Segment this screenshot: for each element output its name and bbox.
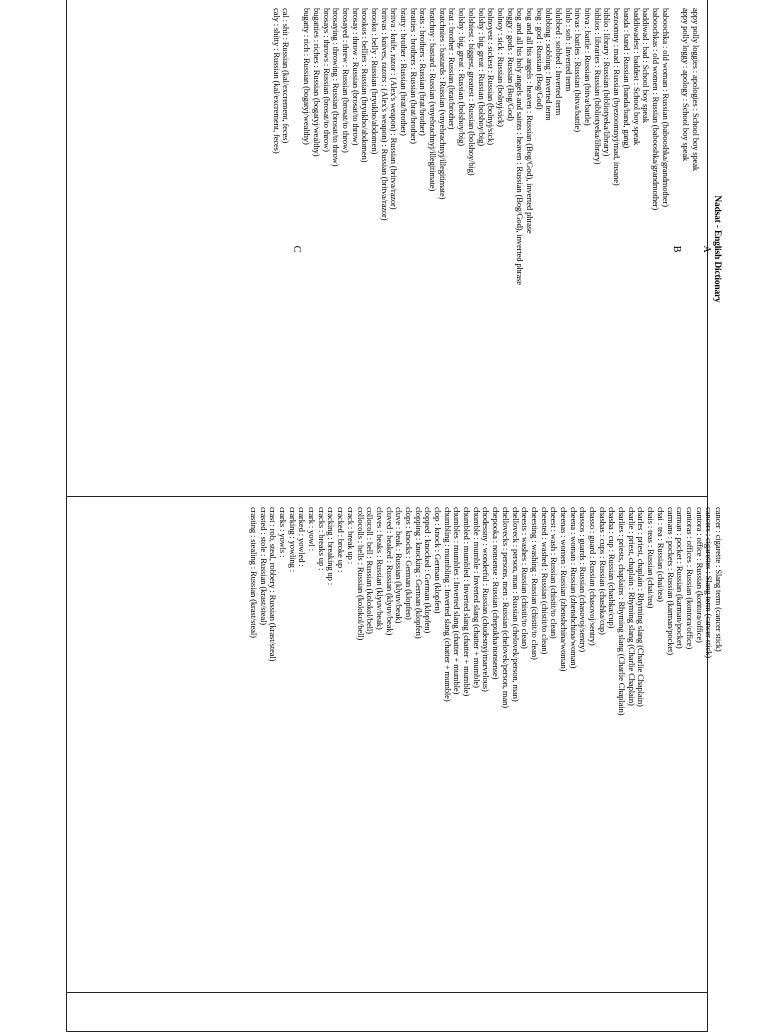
- dictionary-entry: bezoomny : mad : Russian (byezoomnyj/mad, insane): [612, 8, 623, 186]
- page-1-rotated-text: [271, 8, 721, 490]
- page-2-rotated-text: [248, 507, 723, 989]
- dictionary-entry: crasting : stealing : Russian (krast/steal): [249, 507, 259, 638]
- dictionary-entry: crast : rob, steal, robbery : Russian (krast/steal): [268, 507, 279, 662]
- dictionary-entry: cracks : breaks up :: [316, 507, 327, 571]
- dictionary-entry: charlie : priest, chaplain : Rhyming slang (Charlie Chaplain): [626, 507, 637, 706]
- dictionary-entry: cal : shit : Russian (kal/excrement, feces): [281, 8, 292, 144]
- dictionary-entry: blub : sob : Inverted term: [563, 8, 574, 92]
- dictionary-entry: boggy : gods : Russian (Bog/God): [505, 8, 516, 121]
- dictionary-entry: collocolls : bells : Russian (kolokol/bell): [355, 507, 366, 641]
- dictionary-entry: chasso : guard : Russian (chasovoj/sentry): [588, 507, 599, 646]
- dictionary-entry: crarks : yowls :: [278, 507, 289, 558]
- dictionary-entry: charles : priest, chaplain : Rhyming slang (Charlie Chaplain): [636, 507, 647, 707]
- dictionary-entry: brosaying : throwing : Russian (brosat/to throw): [331, 8, 342, 167]
- letter-heading-c: C: [291, 245, 303, 253]
- dictionary-entry: collocoll : bell : Russian (kolokol/bell): [365, 507, 376, 634]
- dictionary-entry: bolshy : big, great : Russian (bolshoy/big): [476, 8, 487, 146]
- dictionary-entry: crarked : yowled :: [297, 507, 308, 567]
- dictionary-entry: bog and all his angels : heaven : Russian (Bog/God), inverted phrase: [525, 8, 535, 234]
- dictionary-entry: brosay : throw : Russian (brosat/to throw): [350, 8, 361, 146]
- dictionary-entry: bitvas : battles : Russian (bitva/battle): [573, 8, 584, 132]
- dictionary-entry: chepooka : nonsense : Russian (chepukha/nonsense): [491, 507, 502, 680]
- dictionary-entry: cantoras : offices : Russian (kontora/office): [684, 507, 695, 650]
- section-b: [302, 8, 670, 490]
- letter-heading-b: B: [670, 245, 682, 253]
- dictionary-entry: chumbles : mumbles : Inverted slang (chatter + mumble): [452, 507, 463, 695]
- dictionary-entry: cheenas : women : Russian (zhenshchina/woman): [559, 507, 569, 672]
- dictionary-entry: bratchnies : bastards : Russian (vnyebrachnyj/illegitimate): [437, 8, 448, 200]
- dictionary-entry: blubbed : sobbed : Inverted term: [554, 8, 565, 116]
- dictionary-entry: carmans : pockets : Russian (karman/pocket): [665, 507, 676, 655]
- dictionary-entry: baboochkas : old women : Russian (babooshka/grandmother): [650, 8, 661, 211]
- dictionary-entry: bugatty : rich : Russian (bogatyj/wealthy): [302, 8, 313, 145]
- dictionary-entry: cheest : wash : Russian (chistit/to clean): [549, 507, 560, 639]
- dictionary-entry: bitva : battle : Russian (bitva/battle): [583, 8, 594, 126]
- dictionary-entry: chai : tea : Russian (chai/tea): [655, 507, 666, 602]
- dictionary-entry: chasha : cup : Russian (chashka/cup): [607, 507, 618, 629]
- document-title: Nadsat - English Dictionary: [712, 195, 722, 303]
- dictionary-entry: chellovecks : persons, men : Russian (chelovek/person, man): [500, 507, 511, 708]
- dictionary-entry: bratty : brother : Russian (brat/brother): [399, 8, 410, 136]
- section-a: [681, 8, 700, 490]
- dictionary-entry: chumbling : mumbling : Inverted slang (chatter + mumble): [442, 507, 453, 702]
- dictionary-entry: appy polly loggy : apology : School boy speak: [681, 8, 692, 162]
- page-2-entries: [248, 507, 723, 989]
- dictionary-entry: brat : brother : Russian (brat/brother): [447, 8, 458, 130]
- dictionary-entry: crack : break up :: [345, 507, 356, 564]
- letter-heading-a: A: [701, 245, 712, 253]
- dictionary-entry: cancer : cigarette : Slang term (cancer stick): [714, 507, 724, 652]
- dictionary-entry: bratties : brothers : Russian (brat/brother): [408, 8, 419, 144]
- dictionary-entry: baddiwad : bad : School boy speak: [641, 8, 652, 123]
- page-2: [66, 496, 724, 993]
- dictionary-entry: bog : god : Russian (Bog/God): [534, 8, 545, 110]
- dictionary-entry: cracking : breaking up :: [326, 507, 337, 586]
- dictionary-entry: cluves : beaks : Russian (klyuv/beak): [374, 507, 385, 630]
- dictionary-entry: caly : shitty : Russian (kal/excrement, feces): [271, 8, 282, 154]
- dictionary-entry: crasted : stole : Russian (krast/steal): [258, 507, 269, 626]
- dictionary-entry: clopping : knocking : German (klopfen): [413, 507, 424, 639]
- dictionary-entry: carman : pocket : Russian (karman/pocket): [675, 507, 686, 649]
- dictionary-entry: bolshiest : biggest, greatest : Russian (bolshoy/big): [466, 8, 477, 176]
- dictionary-entry: baboochka : old woman : Russian (babooshka/grandmother): [660, 8, 671, 207]
- dictionary-entry: bugatties : riches : Russian (bogatyj/wealthy): [311, 8, 322, 157]
- dictionary-entry: clops : knocks : German (klopfen): [404, 507, 414, 620]
- dictionary-entry: cheested : washed : Russian (chistit/to clean): [539, 507, 550, 655]
- dictionary-entry: brosays : throws : Russian (brosat/to throw): [321, 8, 332, 152]
- dictionary-entry: banda : band : Russian (banda/band, gang): [621, 8, 632, 149]
- dictionary-entry: charlies : priests, chaplains : Rhyming slang (Charlie Chaplain): [617, 507, 628, 716]
- dictionary-entry: brats : brothers : Russian (brat/brother): [418, 8, 429, 136]
- dictionary-entry: chumbled : mumbled : Inverted slang (chatter + mumble): [462, 507, 473, 697]
- dictionary-entry: britva : knife, razor : (Alex's weapon) : Russian (britva/razor): [389, 8, 400, 210]
- dictionary-entry: chumble : mumble : Inverted slang (chatter + mumble): [471, 507, 482, 688]
- dictionary-entry: crark : yowl :: [307, 507, 318, 551]
- page-1: [66, 0, 722, 497]
- section-c: [271, 8, 290, 490]
- dictionary-entry: bratchny : bastard : Russian (vnyebrachnyj/illegitimate): [428, 8, 439, 192]
- dictionary-entry: baddiwadest : baddest : School boy speak: [631, 8, 642, 146]
- dictionary-entry: blubbing : sobbing : Inverted term: [544, 8, 555, 121]
- dictionary-entry: chassos : guards : Russian (chasovoj/sentry): [578, 507, 589, 652]
- dictionary-entry: britvas : knives, razors : (Alex's weapon) : Russian (britva/razor): [379, 8, 390, 221]
- dictionary-entry: cancers : cigarettes : Slang term (cancer stick): [704, 507, 715, 658]
- page-3: [66, 992, 708, 1032]
- dictionary-entry: cluve : beak : Russian (klyuv/beak): [394, 507, 405, 624]
- dictionary-entry: cracked : broke up :: [336, 507, 347, 573]
- dictionary-entry: bolnoy : sick : Russian (bolnyj/sick): [495, 8, 506, 127]
- dictionary-entry: cheesting : washing : Russian (chistit/to clean): [529, 507, 540, 660]
- dictionary-entry: cheena : woman : Russian (zhenshchina/woman): [568, 507, 579, 669]
- dictionary-entry: bog and all his holy angels and saints : heaven : Russian (Bog/God), inverted phrase: [515, 8, 526, 285]
- dictionary-entry: clopped : knocked : German (klopfen): [423, 507, 434, 634]
- dictionary-entry: cheests : washes : Russian (chistit/to clean): [520, 507, 531, 649]
- dictionary-entry: chodessny : wonderful : Russian (chudesnyj/marvelous): [481, 507, 492, 692]
- dictionary-entry: chais : teas : Russian (chai/tea): [646, 507, 657, 609]
- dictionary-entry: brookos : bellies : Russian (bryukho/abdomen): [360, 8, 371, 163]
- dictionary-entry: brosayed : threw : Russian (brosat/to throw): [340, 8, 351, 153]
- dictionary-entry: cantora : office : Russian (kontora/office): [694, 507, 705, 643]
- dictionary-entry: clop : knock : German (klopfen): [433, 507, 444, 614]
- dictionary-entry: appy polly loggies : apologies : School boy speak: [691, 8, 701, 172]
- dictionary-entry: biblio : library : Russian (bibliotyeka/library): [602, 8, 613, 157]
- dictionary-entry: bolnoyest : sickest : Russian (bolnyj/sick): [486, 8, 497, 146]
- dictionary-entry: cluved : beaked : Russian (klyuv/beak): [384, 507, 395, 636]
- dictionary-entry: bolshy : big, great : Russian (bolshoy/big): [457, 8, 468, 146]
- dictionary-entry: biblios : libraries : Russian (bibliotyeka/library): [592, 8, 603, 165]
- dictionary-entry: chashas : cups : Russian (chashka/cup): [597, 507, 608, 635]
- dictionary-entry: brooko : belly : Russian (bryukho/abdomen): [370, 8, 380, 155]
- dictionary-entry: chelloveck : person, man : Russian (chelovek/person, man): [510, 507, 521, 702]
- dictionary-entry: crarking : yowling :: [287, 507, 298, 573]
